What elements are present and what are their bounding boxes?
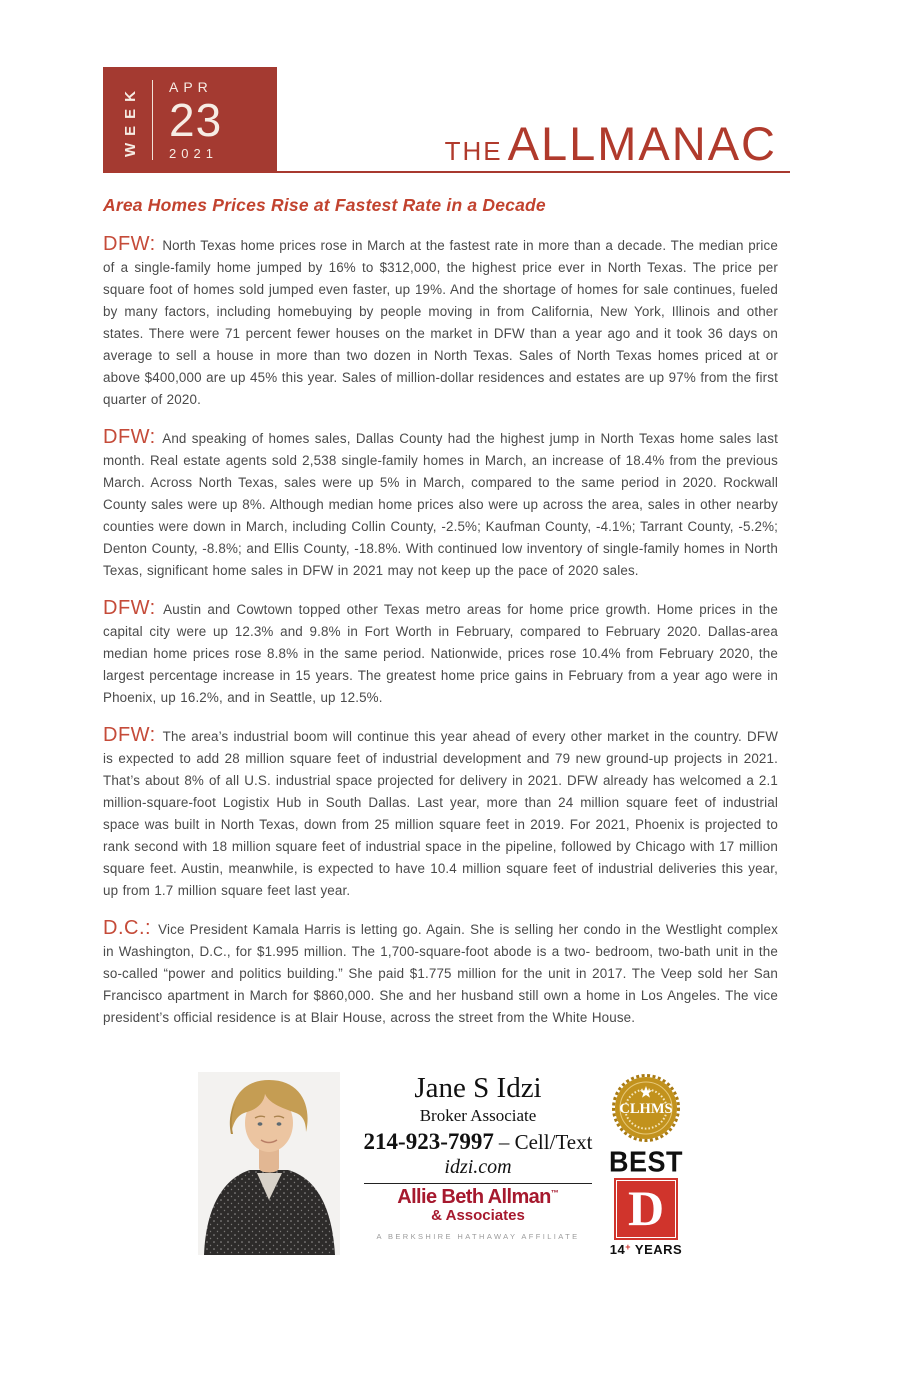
agent-portrait-graphic	[198, 1072, 340, 1255]
plus-symbol: +	[625, 1242, 632, 1252]
week-label: WEEK	[122, 83, 139, 157]
brokerage-name: Allie Beth Allman™	[397, 1185, 559, 1208]
articles-section	[103, 234, 778, 1045]
date-badge	[103, 67, 277, 173]
article-lead-dfw: DFW:	[103, 426, 156, 448]
date-stack	[169, 79, 222, 161]
clhms-seal-text: CLHMS	[619, 1101, 673, 1117]
article-lead-dfw: DFW:	[103, 233, 156, 255]
masthead-title	[445, 116, 777, 171]
brokerage-sub: & Associates	[431, 1206, 525, 1224]
agent-title: Broker Associate	[419, 1106, 537, 1126]
agent-info-block	[352, 1072, 604, 1241]
badge-day: 23	[169, 94, 223, 146]
article-lead-dfw: DFW:	[103, 724, 156, 746]
article-text: The area’s industrial boom will continue this year ahead of every other market in the country. DFW is expected to add 28 million square feet of industrial development and 79 new ground-up projects in 2021. That’s about 8% of all U.S. industrial space projected for delivery in 2021. DFW already has welcomed a 2.1 million-square-foot Logistix Hub in South Dallas. Last year, more than 24 million square feet of industrial space was built in North Texas, down from 25 million square feet in 2019. For 2021, Phoenix is projected to rank second with 18 million square feet of industrial space in the pipeline, followed by Chicago with 17 million square feet. Austin, meanwhile, is expected to have 10.4 million square feet of industrial deliveries this year, up from 1.7 million square feet last year.	[103, 729, 778, 898]
article-lead-dfw: DFW:	[103, 597, 156, 619]
agent-photo	[198, 1072, 340, 1255]
article-text: Vice President Kamala Harris is letting go. Again. She is selling her condo in the Westlight complex in Washington, D.C., for $1.995 million. The 1,700-square-foot abode is a two- bedroom, two-bath unit in the so-called “power and politics building.” She paid $1.775 million for the unit in 2017. The Veep sold her San Francisco apartment in March for $860,000. She and her husband still own a home in Los Angeles. The vice president’s official residence is at Blair House, across the street from the White House.	[103, 922, 778, 1025]
article-lead-dc: D.C.:	[103, 917, 152, 939]
trademark-symbol: ™	[550, 1187, 559, 1197]
best-d-square	[614, 1178, 678, 1240]
best-label: BEST	[609, 1146, 684, 1178]
badge-month: APR	[169, 79, 213, 95]
article-text: North Texas home prices rose in March at the fastest rate in more than a decade. The median price of a single-family home jumped by 16% to $312,000, the highest price ever in North Texas. The price per square foot of homes sold jumped even faster, up 19%. And the shortage of homes for sale continues, fueled by many factors, including homebuying by people moving in from California, New York, Illinois and other states. There were 71 percent fewer houses on the market in DFW than a year ago and it took 36 days on average to sell a house in more than two dozen in North Texas. Sales of North Texas homes priced at or above $400,000 are up 45% this year. Sales of million-dollar residences and estates are up 97% from the first quarter of 2020.	[103, 238, 778, 407]
clhms-seal-badge	[612, 1074, 680, 1142]
agent-website[interactable]: idzi.com	[444, 1155, 512, 1178]
signature-footer	[0, 1072, 900, 1262]
article-paragraph	[103, 725, 778, 902]
badge-divider	[152, 80, 153, 160]
footer-divider-rule	[364, 1183, 592, 1184]
badge-year: 2021	[169, 146, 218, 161]
best-years-label: 14+ YEARS	[609, 1242, 683, 1257]
agent-name: Jane S Idzi	[414, 1072, 542, 1104]
agent-phone-number: 214-923-7997	[363, 1128, 494, 1154]
brokerage-affiliate: A BERKSHIRE HATHAWAY AFFILIATE	[376, 1232, 580, 1242]
article-text: And speaking of homes sales, Dallas County had the highest jump in North Texas home sales last month. Real estate agents sold 2,538 single-family homes in March, an increase of 18.4% from the previous March. Across North Texas, sales were up 5% in March, compared to the same period in 2020. Rockwall County sales were up 8%. Although median home prices also were up across the area, sales in other nearby counties were down in March, including Collin County, -2.5%; Kaufman County, -4.1%; Tarrant County, -5.2%; Denton County, -8.8%; and Ellis County, -18.8%. With continued low inventory of single-family homes in North Texas, significant home sales in DFW in 2021 may not keep up the pace of 2020 sales.	[103, 431, 778, 578]
agent-phone-line	[352, 1129, 604, 1155]
article-paragraph	[103, 427, 778, 582]
article-headline: Area Homes Prices Rise at Fastest Rate in a Decade	[103, 195, 546, 215]
agent-phone-suffix: – Cell/Text	[498, 1129, 593, 1154]
article-paragraph	[103, 918, 778, 1029]
header-rule	[103, 171, 790, 173]
best-d-magazine-badge	[609, 1146, 684, 1257]
article-paragraph	[103, 598, 778, 709]
masthead-allmanac: ALLMANAC	[507, 117, 777, 170]
masthead-the: THE	[444, 136, 503, 166]
award-badges	[609, 1072, 683, 1256]
best-d-letter: D	[627, 1180, 665, 1236]
article-paragraph	[103, 234, 778, 411]
article-text: Austin and Cowtown topped other Texas metro areas for home price growth. Home prices in the capital city were up 12.3% and 9.8% in Fort Worth in February, compared to February 2020. Dallas-area median home prices rose 8.8% in the same period. Nationwide, prices rose 10.4% from February 2020, the largest percentage increase in 15 years. The greatest home price gains in February from a year ago were in Phoenix, up 16.2%, and in Seattle, up 12.5%.	[103, 602, 778, 705]
